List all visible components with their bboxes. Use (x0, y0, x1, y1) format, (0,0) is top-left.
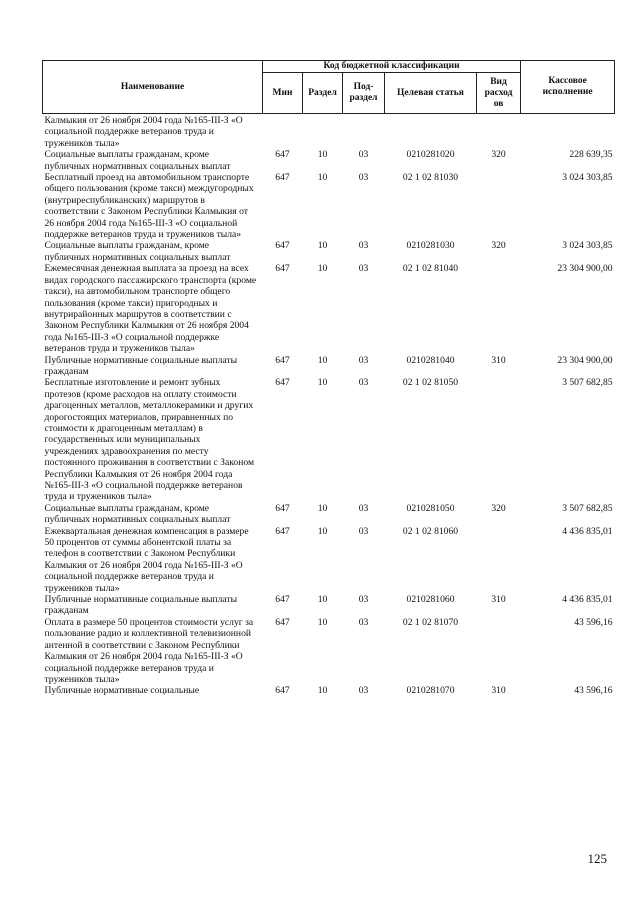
row-min: 647 (275, 502, 290, 514)
row-podrazdel: 03 (358, 172, 369, 184)
header-expense-type: Вид расход ов (477, 73, 521, 114)
row-expense-type (477, 114, 521, 150)
table-row (43, 377, 615, 502)
row-target-article (385, 114, 477, 150)
row-target-article: 0210281020 (406, 149, 455, 161)
row-amount: 3 024 303,85 (562, 240, 613, 252)
row-razdel: 10 (317, 525, 328, 537)
row-podrazdel: 03 (358, 685, 369, 697)
row-razdel: 10 (317, 616, 328, 628)
row-podrazdel: 03 (358, 594, 369, 606)
table-row (43, 594, 615, 617)
row-name: Публичные нормативные социальные выплаты гражданам (44, 594, 238, 617)
row-podrazdel: 03 (358, 354, 369, 366)
table-row (43, 355, 615, 378)
table-row (43, 114, 615, 150)
table-row (43, 263, 615, 354)
row-expense-type (477, 377, 521, 502)
row-razdel: 10 (317, 149, 328, 161)
row-razdel: 10 (317, 377, 328, 389)
row-expense-type: 320 (491, 240, 506, 252)
row-target-article: 0210281070 (406, 685, 455, 697)
table-body (43, 114, 615, 697)
row-name: Социальные выплаты гражданам, кроме публичных нормативных социальных выплат (44, 149, 231, 172)
row-podrazdel: 03 (358, 240, 369, 252)
row-target-article: 02 1 02 81060 (402, 525, 459, 537)
header-target-article: Целевая статья (385, 73, 477, 114)
row-name: Социальные выплаты гражданам, кроме публичных нормативных социальных выплат (44, 502, 231, 526)
row-name: Публичные нормативные социальные (44, 685, 200, 697)
row-podrazdel: 03 (358, 525, 369, 537)
row-amount: 4 436 835,01 (562, 594, 613, 606)
row-razdel: 10 (317, 263, 328, 275)
row-amount: 23 304 900,00 (557, 354, 613, 366)
row-podrazdel (343, 114, 385, 150)
row-name: Бесплатный проезд на автомобильном транспорте общего пользования (кроме такси) междугородных (внутриреспубликанских) маршрутов в соответствии с Законом Республики Калмыкия от 26 ноября 2004 года №165-III-З «О социальной поддержке ветеранов труда и тружеников тыла» (44, 172, 254, 241)
row-amount: 43 596,16 (574, 685, 613, 697)
row-expense-type: 310 (491, 354, 506, 366)
row-podrazdel: 03 (358, 616, 369, 628)
row-name: Социальные выплаты гражданам, кроме публичных нормативных социальных выплат (44, 240, 231, 263)
table-row (43, 172, 615, 240)
row-expense-type (477, 617, 521, 685)
row-podrazdel: 03 (358, 377, 369, 389)
row-expense-type: 310 (491, 594, 506, 606)
row-target-article: 02 1 02 81030 (402, 172, 459, 184)
row-expense-type: 320 (491, 502, 506, 514)
row-name: Ежемесячная денежная выплата за проезд на всех видах городского пассажирского транспорта (кроме такси), на автомобильном транспорте общего пользования (кроме такси) пригородных и внутрирайонных маршрутов в соответствии с Законом Республики Калмыкия от 26 ноября 2004 года №165-III-З «О социальной поддержке ветеранов труда и тружеников тыла» (44, 263, 257, 355)
row-min: 647 (275, 616, 290, 628)
header-min: Мин (263, 73, 303, 114)
row-target-article: 0210281030 (406, 240, 455, 252)
row-expense-type (477, 172, 521, 240)
table-header (43, 61, 615, 114)
row-min (263, 114, 303, 150)
row-amount: 3 507 682,85 (562, 377, 613, 389)
row-amount: 23 304 900,00 (557, 263, 613, 275)
table-row (43, 240, 615, 263)
row-name: Ежеквартальная денежная компенсация в размере 50 процентов от суммы абонентской платы за телефон в соответствии с Законом Республики Калмыкия от 26 ноября 2004 года №165-III-З «О социальной поддержке ветеранов труда и тружеников тыла» (44, 525, 249, 594)
row-name: Бесплатные изготовление и ремонт зубных протезов (кроме расходов на оплату стоимости драгоценных металлов, металлокерамики и других дорогостоящих материалов, приравненных по стоимости к драгоценным металлам) в государственных или муниципальных учреждениях здравоохранения по месту постоянного проживания в соответствии с Законом Республики Калмыкия от 26 ноября 2004 года №165-III-З «О социальной поддержке ветеранов труда и тружеников тыла» (44, 377, 255, 503)
budget-table (42, 60, 615, 697)
budget-document (42, 60, 614, 697)
table-row (43, 617, 615, 685)
row-target-article: 0210281060 (406, 594, 455, 606)
row-target-article: 0210281040 (406, 354, 455, 366)
table-row (43, 685, 615, 696)
row-expense-type (477, 263, 521, 354)
row-razdel: 10 (317, 172, 328, 184)
row-razdel: 10 (317, 240, 328, 252)
row-podrazdel: 03 (358, 149, 369, 161)
header-budget-classification: Код бюджетной классификации (263, 61, 521, 73)
row-razdel: 10 (317, 354, 328, 366)
row-min: 647 (275, 594, 290, 606)
row-min: 647 (275, 149, 290, 161)
row-min: 647 (275, 263, 290, 275)
row-amount (521, 114, 615, 150)
row-target-article: 02 1 02 81050 (402, 377, 459, 389)
row-razdel: 10 (317, 685, 328, 697)
row-podrazdel: 03 (358, 502, 369, 514)
header-razdel: Раздел (303, 73, 343, 114)
row-amount: 3 507 682,85 (562, 502, 613, 514)
row-razdel: 10 (317, 594, 328, 606)
row-podrazdel: 03 (358, 263, 369, 275)
row-min: 647 (275, 240, 290, 252)
page-number: 125 (587, 851, 607, 866)
table-row (43, 149, 615, 172)
header-name: Наименование (43, 61, 263, 114)
row-min: 647 (275, 354, 290, 366)
row-expense-type (477, 526, 521, 594)
row-amount: 43 596,16 (574, 616, 613, 628)
row-expense-type: 320 (491, 149, 506, 161)
row-expense-type: 310 (491, 685, 506, 697)
header-podrazdel: Под-раздел (343, 73, 385, 114)
row-min: 647 (275, 685, 290, 697)
header-cash-execution: Кассовое исполнение (521, 61, 615, 114)
row-name: Оплата в размере 50 процентов стоимости услуг за пользование радио и коллективной телевизионной антенной в соответствии с Законом Республики Калмыкия от 26 ноября 2004 года №165-III-З «О социальной поддержке ветеранов труда и тружеников тыла» (44, 616, 254, 685)
row-razdel: 10 (317, 502, 328, 514)
row-razdel (303, 114, 343, 150)
row-amount: 228 639,35 (569, 149, 613, 161)
row-name: Калмыкия от 26 ноября 2004 года №165-III-З «О социальной поддержке ветеранов труда и тружеников тыла» (44, 115, 243, 149)
row-target-article: 0210281050 (406, 502, 455, 514)
row-target-article: 02 1 02 81040 (402, 263, 459, 275)
table-row (43, 526, 615, 594)
row-amount: 3 024 303,85 (562, 172, 613, 184)
table-row (43, 503, 615, 526)
row-target-article: 02 1 02 81070 (402, 616, 459, 628)
row-min: 647 (275, 172, 290, 184)
row-amount: 4 436 835,01 (562, 525, 613, 537)
row-name: Публичные нормативные социальные выплаты гражданам (44, 354, 238, 377)
row-min: 647 (275, 377, 290, 389)
row-min: 647 (275, 525, 290, 537)
